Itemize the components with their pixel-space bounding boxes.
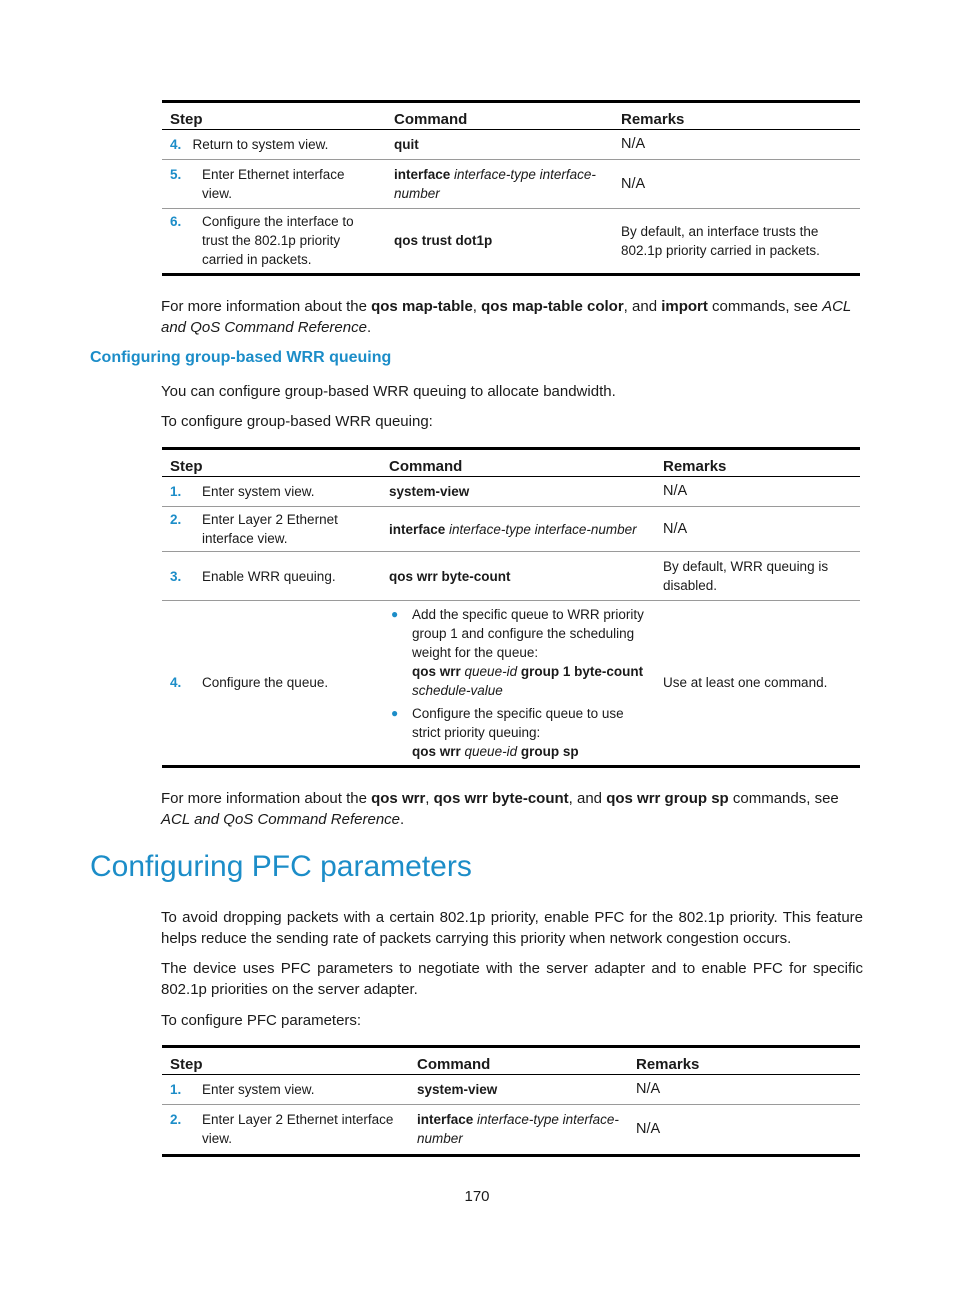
list-item [389,704,647,761]
remarks: N/A [621,136,646,152]
table-step-command-2 [162,447,860,765]
command: system-view [389,484,470,499]
command-args: interface-type interface-number [417,1112,619,1147]
paragraph-pfc-lead: To configure PFC parameters: [161,1012,362,1029]
text: , [425,790,434,807]
command-args: interface-type interface-number [394,167,596,201]
table-row [162,601,860,765]
command-arg: schedule-value [412,682,503,698]
table-step-command-1 [162,100,860,273]
header-command: Command [381,449,655,477]
step-text: Enter system view. [202,484,315,499]
header-step: Step [162,102,386,130]
table-row [162,130,860,160]
step-number: 4. [170,137,182,152]
command: interface [417,1112,474,1128]
header-step: Step [162,1047,409,1075]
remarks: N/A [663,520,688,537]
table-row [162,160,860,209]
step-number: 1. [170,484,182,499]
table-row [162,552,860,601]
step-text: Configure the interface to trust the 802.1p priority carried in packets. [202,214,354,268]
step-number: 3. [170,568,182,584]
step-text: Configure the queue. [202,675,329,691]
paragraph-pfc-2: The device uses PFC parameters to negotiate with the server adapter and to enable PFC for specific 802.1p priorities on the server adapter. [161,960,863,998]
step-text: Enable WRR queuing. [202,568,336,584]
step-number: 6. [170,214,182,230]
remarks: By default, WRR queuing is disabled. [663,559,829,593]
command-ref: qos map-table color [481,298,624,315]
step-text: Enter system view. [202,1082,315,1097]
table-row [162,507,860,552]
paragraph-wrr-lead: To configure group-based WRR queuing: [161,413,433,430]
header-step: Step [162,449,381,477]
step-number: 2. [170,1112,182,1128]
section-heading-pfc: Configuring PFC parameters [90,850,472,883]
section-heading-wrr: Configuring group-based WRR queuing [90,349,392,366]
table-row [162,209,860,273]
header-command: Command [409,1047,628,1075]
command: group sp [520,743,579,759]
text: , and [623,298,662,315]
bullet-text: Add the specific queue to WRR priority group 1 and configure the scheduling weight for the queue: [412,606,644,660]
text: , and [568,790,607,807]
table-row [162,477,860,507]
list-item [389,605,647,700]
command-ref: import [661,298,708,315]
bullet-icon: ● [391,705,399,720]
remarks: By default, an interface trusts the 802.1p priority carried in packets. [621,223,820,258]
command: group 1 byte-count [520,663,644,679]
command: interface [389,521,446,537]
command-args: interface-type interface-number [449,521,637,537]
table-step-command-3 [162,1045,860,1154]
table-bottom-rule [162,273,860,276]
table-bottom-rule [162,765,860,768]
step-number: 4. [170,675,182,691]
step-number: 5. [170,167,182,182]
command-ref: qos wrr [371,790,426,807]
text: For more information about the [161,298,372,315]
paragraph-more-info-1 [161,296,863,338]
command: qos trust dot1p [394,233,493,249]
command-arg: queue-id [464,663,518,679]
bullet-icon: ● [391,606,399,621]
command-ref: qos wrr byte-count [433,790,569,807]
text: commands, see [707,298,823,315]
doc-ref: ACL and QoS Command Reference [161,298,852,336]
paragraph-more-info-2 [161,788,863,830]
text: . [400,811,405,828]
page-number: 170 [464,1188,490,1205]
step-text: Enter Layer 2 Ethernet interface view. [202,1112,394,1147]
command: qos wrr byte-count [389,568,511,584]
text: commands, see [728,790,839,807]
step-text: Return to system view. [192,137,329,152]
table-row [162,1105,860,1154]
text: For more information about the [161,790,372,807]
remarks: N/A [636,1120,661,1137]
remarks: Use at least one command. [663,675,828,691]
doc-ref: ACL and QoS Command Reference [161,811,401,828]
step-number: 2. [170,512,182,527]
text: . [366,319,372,336]
command: interface [394,167,451,182]
bullet-text: Configure the specific queue to use strict priority queuing: [412,705,624,740]
step-number: 1. [170,1082,182,1097]
text: , [472,298,482,315]
header-remarks: Remarks [655,449,860,477]
step-text: Enter Layer 2 Ethernet interface view. [202,512,338,546]
header-remarks: Remarks [613,102,860,130]
command: quit [394,137,419,152]
header-remarks: Remarks [628,1047,860,1075]
command: qos wrr [412,663,461,679]
step-text: Enter Ethernet interface view. [201,167,345,201]
command-ref: qos map-table [371,298,473,315]
command-arg: queue-id [464,743,518,759]
command: qos wrr [412,743,461,759]
table-bottom-rule [162,1154,860,1157]
paragraph-wrr-intro: You can configure group-based WRR queuing to allocate bandwidth. [161,383,616,400]
remarks: N/A [663,483,688,499]
header-command: Command [386,102,613,130]
command: system-view [417,1082,498,1097]
paragraph-pfc-1: To avoid dropping packets with a certain 802.1p priority, enable PFC for the 802.1p priority. This feature helps reduce the sending rate of packets carrying this priority when network congestion occurs. [161,909,863,947]
remarks: N/A [621,175,646,192]
remarks: N/A [636,1081,661,1097]
command-ref: qos wrr group sp [606,790,729,807]
table-row [162,1075,860,1105]
